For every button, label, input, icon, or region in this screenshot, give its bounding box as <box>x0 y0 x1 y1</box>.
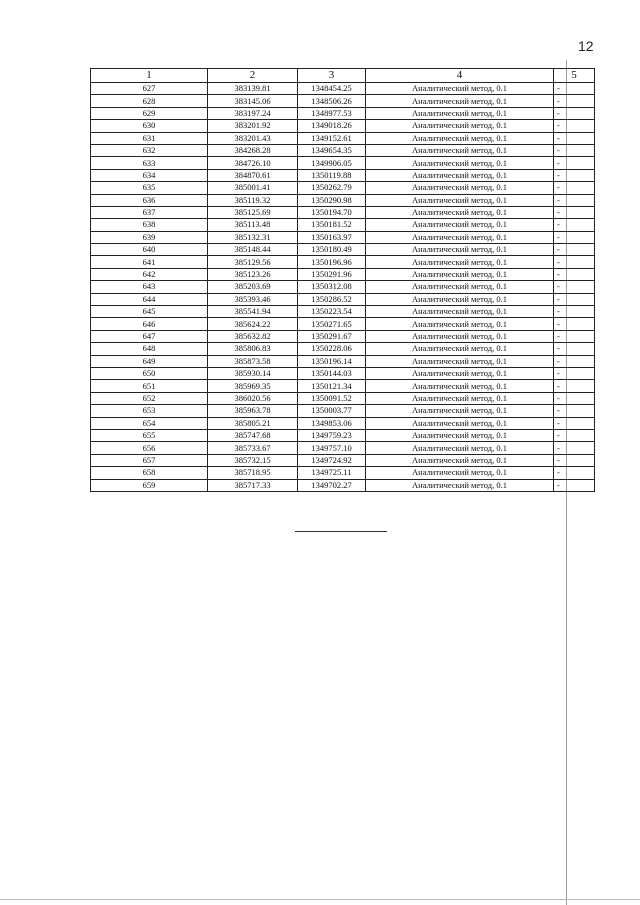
x-coordinate-cell: 385747.68 <box>208 429 298 441</box>
x-coordinate-cell: 385806.83 <box>208 343 298 355</box>
table-row <box>91 330 595 342</box>
note-cell: - <box>554 355 595 367</box>
y-coordinate-cell: 1350180.49 <box>298 244 366 256</box>
table-row <box>91 256 595 268</box>
y-coordinate-cell: 1349725.11 <box>298 467 366 479</box>
table-row <box>91 442 595 454</box>
x-coordinate-cell: 385969.35 <box>208 380 298 392</box>
point-number-cell: 656 <box>91 442 208 454</box>
x-coordinate-cell: 385632.82 <box>208 330 298 342</box>
x-coordinate-cell: 385624.22 <box>208 318 298 330</box>
y-coordinate-cell: 1350262.79 <box>298 182 366 194</box>
table-row <box>91 429 595 441</box>
note-cell: - <box>554 182 595 194</box>
note-cell: - <box>554 194 595 206</box>
x-coordinate-cell: 383197.24 <box>208 107 298 119</box>
point-number-cell: 637 <box>91 206 208 218</box>
method-cell: Аналитический метод, 0.1 <box>366 244 554 256</box>
note-cell: - <box>554 467 595 479</box>
method-cell: Аналитический метод, 0.1 <box>366 194 554 206</box>
note-cell: - <box>554 83 595 95</box>
method-cell: Аналитический метод, 0.1 <box>366 355 554 367</box>
table-row <box>91 281 595 293</box>
note-cell: - <box>554 95 595 107</box>
header-col-4: 4 <box>366 69 554 83</box>
x-coordinate-cell: 385119.32 <box>208 194 298 206</box>
method-cell: Аналитический метод, 0.1 <box>366 107 554 119</box>
x-coordinate-cell: 385805.21 <box>208 417 298 429</box>
x-coordinate-cell: 385113.48 <box>208 219 298 231</box>
x-coordinate-cell: 385132.31 <box>208 231 298 243</box>
y-coordinate-cell: 1350181.52 <box>298 219 366 231</box>
method-cell: Аналитический метод, 0.1 <box>366 293 554 305</box>
table-row <box>91 120 595 132</box>
point-number-cell: 648 <box>91 343 208 355</box>
method-cell: Аналитический метод, 0.1 <box>366 231 554 243</box>
point-number-cell: 659 <box>91 479 208 491</box>
point-number-cell: 647 <box>91 330 208 342</box>
point-number-cell: 653 <box>91 405 208 417</box>
y-coordinate-cell: 1350003.77 <box>298 405 366 417</box>
point-number-cell: 628 <box>91 95 208 107</box>
point-number-cell: 644 <box>91 293 208 305</box>
y-coordinate-cell: 1350194.70 <box>298 206 366 218</box>
table-header-row <box>91 69 595 83</box>
header-col-2: 2 <box>208 69 298 83</box>
x-coordinate-cell: 385930.14 <box>208 367 298 379</box>
x-coordinate-cell: 384870.61 <box>208 169 298 181</box>
point-number-cell: 655 <box>91 429 208 441</box>
note-cell: - <box>554 144 595 156</box>
y-coordinate-cell: 1350121.34 <box>298 380 366 392</box>
point-number-cell: 638 <box>91 219 208 231</box>
method-cell: Аналитический метод, 0.1 <box>366 442 554 454</box>
y-coordinate-cell: 1350228.06 <box>298 343 366 355</box>
note-cell: - <box>554 306 595 318</box>
note-cell: - <box>554 442 595 454</box>
table-row <box>91 306 595 318</box>
table-row <box>91 95 595 107</box>
method-cell: Аналитический метод, 0.1 <box>366 318 554 330</box>
point-number-cell: 627 <box>91 83 208 95</box>
y-coordinate-cell: 1349152.61 <box>298 132 366 144</box>
note-cell: - <box>554 454 595 466</box>
x-coordinate-cell: 383201.43 <box>208 132 298 144</box>
method-cell: Аналитический метод, 0.1 <box>366 343 554 355</box>
table-row <box>91 107 595 119</box>
method-cell: Аналитический метод, 0.1 <box>366 429 554 441</box>
y-coordinate-cell: 1350163.97 <box>298 231 366 243</box>
point-number-cell: 631 <box>91 132 208 144</box>
x-coordinate-cell: 385873.58 <box>208 355 298 367</box>
y-coordinate-cell: 1348454.25 <box>298 83 366 95</box>
point-number-cell: 629 <box>91 107 208 119</box>
note-cell: - <box>554 120 595 132</box>
table-row <box>91 454 595 466</box>
point-number-cell: 642 <box>91 268 208 280</box>
y-coordinate-cell: 1349654.35 <box>298 144 366 156</box>
table-row <box>91 355 595 367</box>
point-number-cell: 654 <box>91 417 208 429</box>
note-cell: - <box>554 318 595 330</box>
y-coordinate-cell: 1350312.08 <box>298 281 366 293</box>
x-coordinate-cell: 386020.56 <box>208 392 298 404</box>
table-row <box>91 367 595 379</box>
x-coordinate-cell: 385203.69 <box>208 281 298 293</box>
point-number-cell: 658 <box>91 467 208 479</box>
point-number-cell: 643 <box>91 281 208 293</box>
point-number-cell: 635 <box>91 182 208 194</box>
table-row <box>91 392 595 404</box>
x-coordinate-cell: 383139.81 <box>208 83 298 95</box>
note-cell: - <box>554 367 595 379</box>
point-number-cell: 645 <box>91 306 208 318</box>
x-coordinate-cell: 385717.33 <box>208 479 298 491</box>
method-cell: Аналитический метод, 0.1 <box>366 467 554 479</box>
y-coordinate-cell: 1350223.54 <box>298 306 366 318</box>
table-row <box>91 144 595 156</box>
point-number-cell: 634 <box>91 169 208 181</box>
y-coordinate-cell: 1348977.53 <box>298 107 366 119</box>
x-coordinate-cell: 384726.10 <box>208 157 298 169</box>
point-number-cell: 651 <box>91 380 208 392</box>
method-cell: Аналитический метод, 0.1 <box>366 256 554 268</box>
table-body <box>91 83 595 492</box>
note-cell: - <box>554 132 595 144</box>
point-number-cell: 649 <box>91 355 208 367</box>
y-coordinate-cell: 1350290.98 <box>298 194 366 206</box>
y-coordinate-cell: 1348506.26 <box>298 95 366 107</box>
x-coordinate-cell: 385718.95 <box>208 467 298 479</box>
x-coordinate-cell: 385129.56 <box>208 256 298 268</box>
note-cell: - <box>554 330 595 342</box>
method-cell: Аналитический метод, 0.1 <box>366 182 554 194</box>
x-coordinate-cell: 384268.28 <box>208 144 298 156</box>
method-cell: Аналитический метод, 0.1 <box>366 169 554 181</box>
point-number-cell: 646 <box>91 318 208 330</box>
note-cell: - <box>554 343 595 355</box>
table-row <box>91 467 595 479</box>
note-cell: - <box>554 281 595 293</box>
method-cell: Аналитический метод, 0.1 <box>366 454 554 466</box>
method-cell: Аналитический метод, 0.1 <box>366 219 554 231</box>
table-row <box>91 343 595 355</box>
note-cell: - <box>554 417 595 429</box>
y-coordinate-cell: 1350196.14 <box>298 355 366 367</box>
x-coordinate-cell: 385963.78 <box>208 405 298 417</box>
note-cell: - <box>554 256 595 268</box>
point-number-cell: 636 <box>91 194 208 206</box>
coordinates-table <box>90 68 595 492</box>
x-coordinate-cell: 383145.06 <box>208 95 298 107</box>
note-cell: - <box>554 219 595 231</box>
method-cell: Аналитический метод, 0.1 <box>366 417 554 429</box>
table-row <box>91 231 595 243</box>
method-cell: Аналитический метод, 0.1 <box>366 157 554 169</box>
table-row <box>91 132 595 144</box>
note-cell: - <box>554 392 595 404</box>
table-row <box>91 268 595 280</box>
table-row <box>91 479 595 491</box>
method-cell: Аналитический метод, 0.1 <box>366 120 554 132</box>
method-cell: Аналитический метод, 0.1 <box>366 479 554 491</box>
note-cell: - <box>554 405 595 417</box>
point-number-cell: 633 <box>91 157 208 169</box>
x-coordinate-cell: 385732.15 <box>208 454 298 466</box>
y-coordinate-cell: 1350119.88 <box>298 169 366 181</box>
table-row <box>91 169 595 181</box>
table-row <box>91 219 595 231</box>
y-coordinate-cell: 1350291.67 <box>298 330 366 342</box>
method-cell: Аналитический метод, 0.1 <box>366 330 554 342</box>
point-number-cell: 632 <box>91 144 208 156</box>
method-cell: Аналитический метод, 0.1 <box>366 268 554 280</box>
y-coordinate-cell: 1349702.27 <box>298 479 366 491</box>
table-row <box>91 194 595 206</box>
y-coordinate-cell: 1350286.52 <box>298 293 366 305</box>
header-col-1: 1 <box>91 69 208 83</box>
y-coordinate-cell: 1350271.65 <box>298 318 366 330</box>
note-cell: - <box>554 157 595 169</box>
x-coordinate-cell: 385123.26 <box>208 268 298 280</box>
method-cell: Аналитический метод, 0.1 <box>366 392 554 404</box>
header-col-3: 3 <box>298 69 366 83</box>
point-number-cell: 630 <box>91 120 208 132</box>
method-cell: Аналитический метод, 0.1 <box>366 132 554 144</box>
method-cell: Аналитический метод, 0.1 <box>366 83 554 95</box>
note-cell: - <box>554 293 595 305</box>
table-row <box>91 206 595 218</box>
x-coordinate-cell: 385148.44 <box>208 244 298 256</box>
note-cell: - <box>554 107 595 119</box>
y-coordinate-cell: 1349018.26 <box>298 120 366 132</box>
y-coordinate-cell: 1349759.23 <box>298 429 366 441</box>
footer-rule <box>295 531 387 532</box>
table-row <box>91 244 595 256</box>
method-cell: Аналитический метод, 0.1 <box>366 144 554 156</box>
method-cell: Аналитический метод, 0.1 <box>366 405 554 417</box>
method-cell: Аналитический метод, 0.1 <box>366 306 554 318</box>
scan-artifact-horizontal-line <box>0 899 640 900</box>
point-number-cell: 641 <box>91 256 208 268</box>
x-coordinate-cell: 385733.67 <box>208 442 298 454</box>
note-cell: - <box>554 268 595 280</box>
table-row <box>91 380 595 392</box>
note-cell: - <box>554 429 595 441</box>
point-number-cell: 640 <box>91 244 208 256</box>
note-cell: - <box>554 206 595 218</box>
method-cell: Аналитический метод, 0.1 <box>366 281 554 293</box>
y-coordinate-cell: 1350196.96 <box>298 256 366 268</box>
x-coordinate-cell: 383201.92 <box>208 120 298 132</box>
note-cell: - <box>554 380 595 392</box>
x-coordinate-cell: 385001.41 <box>208 182 298 194</box>
note-cell: - <box>554 479 595 491</box>
header-col-5: 5 <box>554 69 595 83</box>
y-coordinate-cell: 1350091.52 <box>298 392 366 404</box>
note-cell: - <box>554 231 595 243</box>
method-cell: Аналитический метод, 0.1 <box>366 367 554 379</box>
page-number: 12 <box>578 38 594 54</box>
point-number-cell: 657 <box>91 454 208 466</box>
y-coordinate-cell: 1349906.05 <box>298 157 366 169</box>
x-coordinate-cell: 385125.69 <box>208 206 298 218</box>
table-row <box>91 405 595 417</box>
method-cell: Аналитический метод, 0.1 <box>366 380 554 392</box>
y-coordinate-cell: 1350144.03 <box>298 367 366 379</box>
x-coordinate-cell: 385541.94 <box>208 306 298 318</box>
table-row <box>91 83 595 95</box>
note-cell: - <box>554 169 595 181</box>
method-cell: Аналитический метод, 0.1 <box>366 206 554 218</box>
y-coordinate-cell: 1349724.92 <box>298 454 366 466</box>
point-number-cell: 650 <box>91 367 208 379</box>
y-coordinate-cell: 1349757.10 <box>298 442 366 454</box>
table-row <box>91 318 595 330</box>
table-row <box>91 182 595 194</box>
table-row <box>91 293 595 305</box>
x-coordinate-cell: 385393.46 <box>208 293 298 305</box>
y-coordinate-cell: 1350291.96 <box>298 268 366 280</box>
table-row <box>91 417 595 429</box>
method-cell: Аналитический метод, 0.1 <box>366 95 554 107</box>
point-number-cell: 652 <box>91 392 208 404</box>
note-cell: - <box>554 244 595 256</box>
y-coordinate-cell: 1349853.06 <box>298 417 366 429</box>
point-number-cell: 639 <box>91 231 208 243</box>
table-row <box>91 157 595 169</box>
